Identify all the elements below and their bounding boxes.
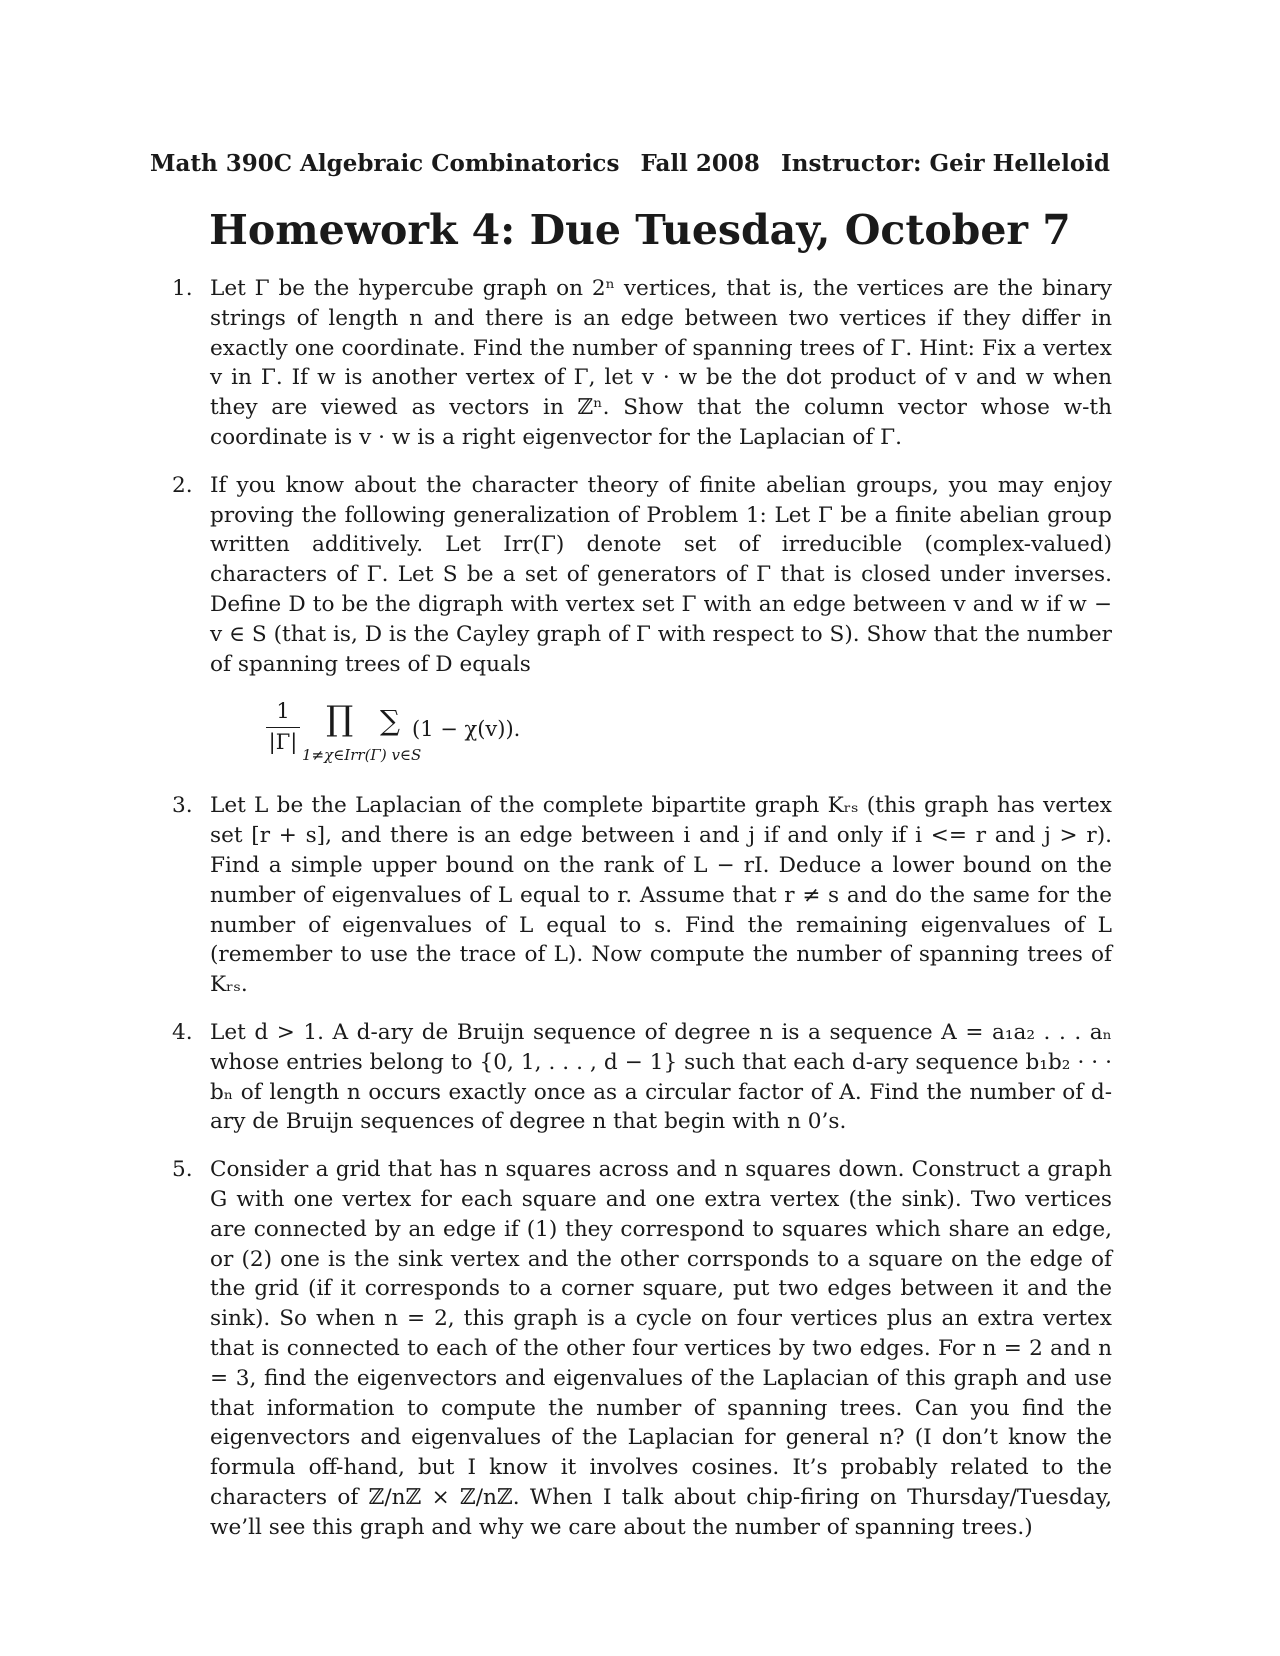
product-symbol: ∏ <box>326 699 354 740</box>
sum-symbol: ∑ <box>380 704 400 738</box>
problem-number: 4. <box>172 1019 193 1045</box>
spanning-tree-formula <box>266 699 1112 763</box>
problem-number: 1. <box>172 276 193 301</box>
problem-2 <box>172 471 1112 764</box>
page-title: Homework 4: Due Tuesday, October 7 <box>209 206 1071 254</box>
problem-number: 5. <box>172 1157 193 1183</box>
problem-number: 3. <box>172 793 193 819</box>
term: Fall 2008 <box>640 150 760 177</box>
problem-5 <box>172 1155 1112 1542</box>
problem-text: Consider a grid that has n squares across and n squares down. Construct a graph G with one vertex for each square and one extra vertex (the sink). Two vertices are connected by an edge if (1) they correspond to squares which share an edge, or (2) one is the sink vertex and the other corrsponds to a square on the edge of the grid (if it corresponds to a corner square, put two edges between it and the sink). So when n = 2, this graph is a cycle on four vertices plus an extra vertex that is connected to each of the other four vertices by two edges. For n = 2 and n = 3, find the eigenvectors and eigenvalues of the Laplacian of this graph and use that information to compute the number of spanning trees. Can you find the eigenvectors and eigenvalues of the Laplacian for general n? (I don’t know the formula off-hand, but I know it involves cosines. It’s probably related to the characters of ℤ/nℤ × ℤ/nℤ. When I talk about chip-firing on Thursday/Tuesday, we’ll see this graph and why we care about the number of spanning trees.) <box>210 1157 1112 1540</box>
problem-number: 2. <box>172 472 193 498</box>
course-header <box>150 150 1110 177</box>
problem-text: If you know about the character theory of finite abelian groups, you may enjoy proving the following generalization of Problem 1: Let Γ be a finite abelian group written additively. Let Irr(Γ) denote set of irreducible (complex-valued) characters of Γ. Let S be a set of generators of Γ that is closed under inverses. Define D to be the digraph with vertex set Γ with an edge between v and w if w − v ∈ S (that is, D is the Cayley graph of Γ with respect to S). Show that the number of spanning trees of D equals <box>210 472 1112 677</box>
problem-text: Let L be the Laplacian of the complete bipartite graph Kᵣₛ (this graph has vertex set [r + s], and there is an edge between i and j if and only if i <= r and j > r). Find a simple upper bound on the rank of L − rI. Deduce a lower bound on the number of eigenvalues of L equal to r. Assume that r ≠ s and do the same for the number of eigenvalues of L equal to s. Find the remaining eigenvalues of L (remember to use the trace of L). Now compute the number of spanning trees of Kᵣₛ. <box>210 793 1112 998</box>
course-name: Math 390C Algebraic Combinatorics <box>150 150 620 177</box>
formula-numerator: 1 <box>266 699 300 728</box>
instructor: Instructor: Geir Helleloid <box>781 150 1110 177</box>
problem-3 <box>172 791 1112 1000</box>
formula-denominator: |Γ| <box>268 730 298 755</box>
problem-list <box>172 274 1112 1560</box>
problem-text: Let d > 1. A d-ary de Bruijn sequence of degree n is a sequence A = a₁a₂ . . . aₙ whose entries belong to {0, 1, . . . , d − 1} such that each d-ary sequence b₁b₂ · · · bₙ of length n occurs exactly once as a circular factor of A. Find the number of d-ary de Bruijn sequences of degree n that begin with n 0’s. <box>210 1019 1112 1135</box>
formula-fraction <box>266 699 300 754</box>
formula-body: (1 − χ(v)). <box>412 717 521 742</box>
problem-1 <box>172 274 1112 453</box>
problem-text: Let Γ be the hypercube graph on 2ⁿ vertices, that is, the vertices are the binary strings of length n and there is an edge between two vertices if they differ in exactly one coordinate. Find the number of spanning trees of Γ. Hint: Fix a vertex v in Γ. If w is another vertex of Γ, let v · w be the dot product of v and w when they are viewed as vectors in ℤⁿ. Show that the column vector whose w-th coordinate is v · w is a right eigenvector for the Laplacian of Γ. <box>210 276 1112 450</box>
problem-4 <box>172 1018 1112 1137</box>
formula-subscript: 1≠χ∈Irr(Γ) v∈S <box>302 746 422 765</box>
